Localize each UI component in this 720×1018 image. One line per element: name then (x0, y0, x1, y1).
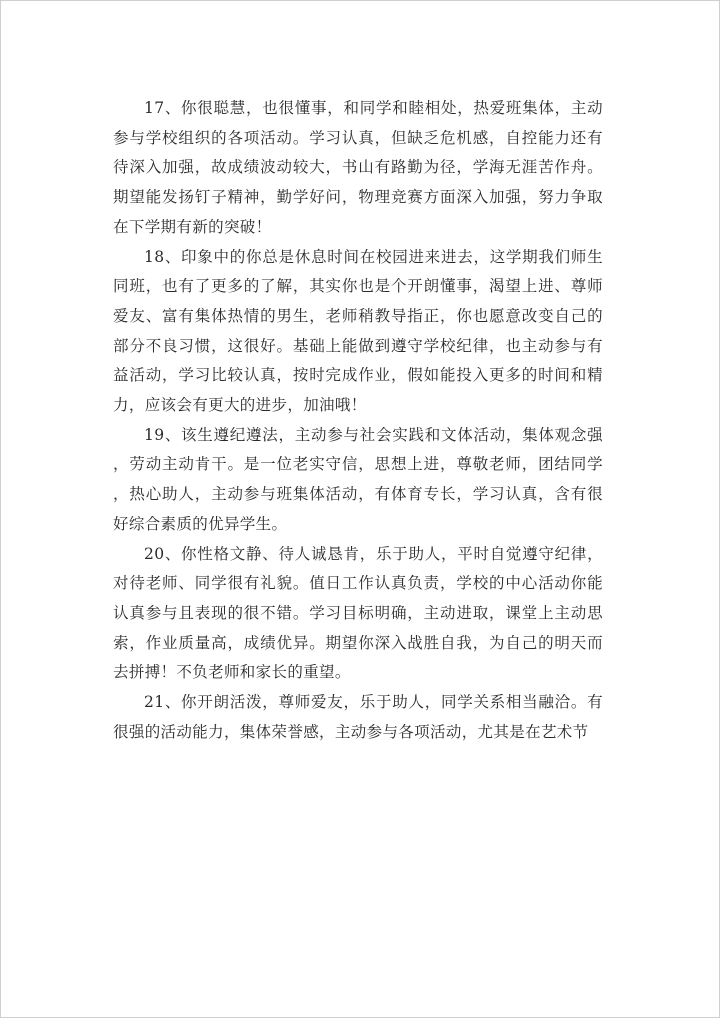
paragraph-17: 17、你很聪慧，也很懂事，和同学和睦相处，热爱班集体，主动参与学校组织的各项活动。学习认真，但缺乏危机感，自控能力还有待深入加强，故成绩波动较大，书山有路勤为径，学海无涯苦作舟。期望能发扬钉子精神，勤学好问，物理竞赛方面深入加强，努力争取在下学期有新的突破！ (113, 99, 603, 236)
paragraph-19: 19、该生遵纪遵法，主动参与社会实践和文体活动，集体观念强，劳动主动肯干。是一位老实守信，思想上进，尊敬老师，团结同学，热心助人，主动参与班集体活动，有体育专长，学习认真，含有很好综合素质的优异学生。 (113, 425, 603, 533)
paragraph-18: 18、印象中的你总是休息时间在校园进来进去，这学期我们师生同班，也有了更多的了解，其实你也是个开朗懂事，渴望上进、尊师爱友、富有集体热情的男生，老师稍教导指正，你也愿意改变自己的部分不良习惯，这很好。基础上能做到遵守学校纪律，也主动参与有益活动，学习比较认真，按时完成作业，假如能投入更多的时间和精力，应该会有更大的进步，加油哦！ (113, 247, 603, 415)
paragraph-20: 20、你性格文静、待人诚恳肯，乐于助人，平时自觉遵守纪律，对待老师、同学很有礼貌。值日工作认真负责，学校的中心活动你能认真参与且表现的很不错。学习目标明确，主动进取，课堂上主动思索，作业质量高，成绩优异。期望你深入战胜自我，为自己的明天而去拼搏！不负老师和家长的重望。 (113, 544, 603, 682)
document-body (113, 94, 603, 747)
paragraph-21: 21、你开朗活泼，尊师爱友，乐于助人，同学关系相当融洽。有很强的活动能力，集体荣誉感，主动参与各项活动，尤其是在艺术节 (113, 693, 603, 741)
